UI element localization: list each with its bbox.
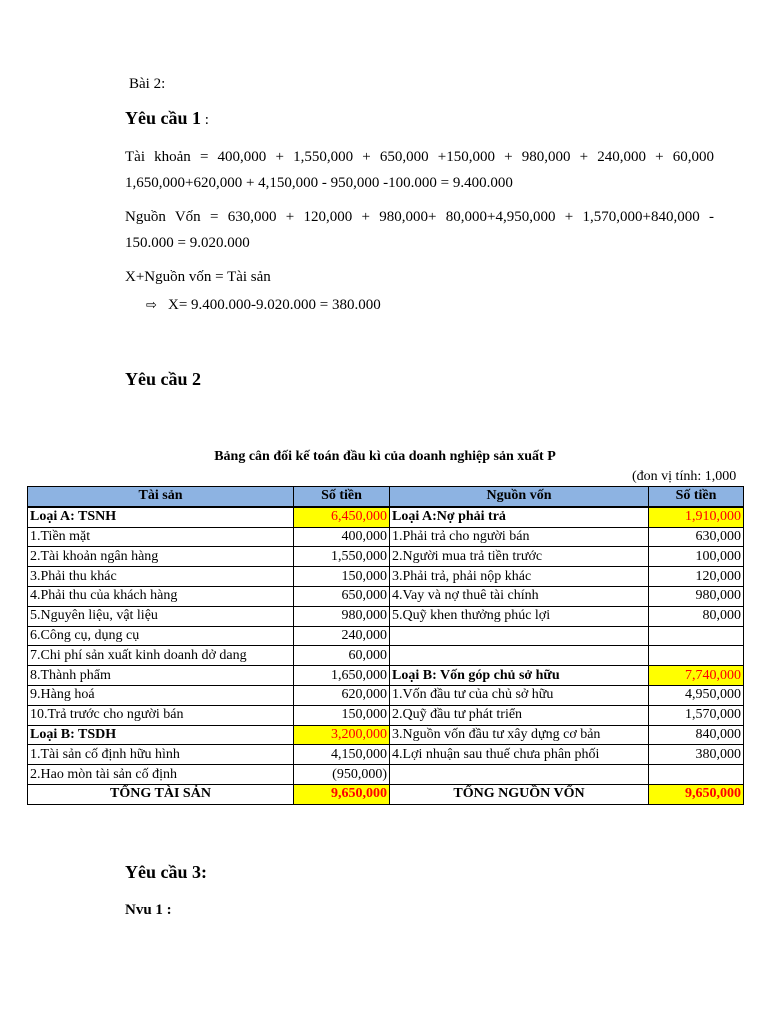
balance-equation: X+Nguồn vốn = Tài sản (125, 269, 271, 285)
header-assets: Tài sản (28, 487, 294, 507)
capital-item: 2.Quỹ đầu tư phát triển (390, 705, 649, 725)
table-row (28, 547, 744, 567)
capital-amount: 1,570,000 (649, 705, 744, 725)
transaction-1-label: Nvu 1 : (125, 902, 172, 918)
table-row (28, 705, 744, 725)
asset-amount: 1,550,000 (294, 547, 390, 567)
capital-amount: 120,000 (649, 567, 744, 587)
capital-amount: 980,000 (649, 586, 744, 606)
table-row (28, 626, 744, 646)
asset-item: 3.Phải thu khác (28, 567, 294, 587)
capital-amount: 80,000 (649, 606, 744, 626)
capital-item: Loại A:Nợ phải trả (390, 507, 649, 527)
asset-amount: 400,000 (294, 527, 390, 547)
asset-item: 10.Trả trước cho người bán (28, 705, 294, 725)
capital-amount: 4,950,000 (649, 685, 744, 705)
capital-item (390, 765, 649, 785)
asset-amount: 980,000 (294, 606, 390, 626)
asset-amount: 9,650,000 (294, 784, 390, 804)
capital-item: 3.Nguồn vốn đầu tư xây dựng cơ bản (390, 725, 649, 745)
capital-amount: 380,000 (649, 745, 744, 765)
table-row (28, 725, 744, 745)
header-amount-assets: Số tiền (294, 487, 390, 507)
asset-item: 6.Công cụ, dụng cụ (28, 626, 294, 646)
capital-item: 1.Vốn đầu tư của chủ sở hữu (390, 685, 649, 705)
table-row (28, 586, 744, 606)
asset-item: 5.Nguyên liệu, vật liệu (28, 606, 294, 626)
asset-amount: 150,000 (294, 567, 390, 587)
asset-item: 1.Tài sản cố định hữu hình (28, 745, 294, 765)
capital-amount (649, 765, 744, 785)
capital-amount: 7,740,000 (649, 666, 744, 686)
asset-amount: 620,000 (294, 685, 390, 705)
asset-item: 2.Tài khoản ngân hàng (28, 547, 294, 567)
asset-amount: 4,150,000 (294, 745, 390, 765)
asset-item: 9.Hàng hoá (28, 685, 294, 705)
requirement-1-heading: Yêu cầu 1 : (125, 108, 209, 128)
header-capital: Nguồn vốn (390, 487, 649, 507)
asset-amount: 60,000 (294, 646, 390, 666)
asset-item: 7.Chi phí sản xuất kinh doanh dở dang (28, 646, 294, 666)
header-amount-capital: Số tiền (649, 487, 744, 507)
table-row (28, 765, 744, 785)
unit-note: (đon vị tính: 1,000 (632, 469, 737, 484)
table-row (28, 646, 744, 666)
table-row (28, 567, 744, 587)
result-line (146, 297, 381, 314)
table-row (28, 527, 744, 547)
balance-sheet-title: Bảng cân đối kế toán đầu kì của doanh nghiệp sản xuất P (214, 449, 556, 464)
asset-amount: 1,650,000 (294, 666, 390, 686)
balance-sheet-table (27, 486, 744, 805)
asset-amount: 3,200,000 (294, 725, 390, 745)
asset-item: TỔNG TÀI SẢN (28, 784, 294, 804)
table-row (28, 507, 744, 527)
table-row (28, 685, 744, 705)
capital-item: 4.Lợi nhuận sau thuế chưa phân phối (390, 745, 649, 765)
capital-item: 5.Quỹ khen thưởng phúc lợi (390, 606, 649, 626)
table-header-row (28, 487, 744, 507)
capital-amount (649, 646, 744, 666)
asset-item: Loại B: TSDH (28, 725, 294, 745)
capital-amount: 840,000 (649, 725, 744, 745)
table-row (28, 745, 744, 765)
capital-formula-line-2: 150.000 = 9.020.000 (125, 235, 250, 251)
requirement-2-heading: Yêu cầu 2 (125, 369, 201, 389)
capital-amount (649, 626, 744, 646)
capital-item (390, 626, 649, 646)
asset-amount: (950,000) (294, 765, 390, 785)
asset-amount: 240,000 (294, 626, 390, 646)
capital-amount: 100,000 (649, 547, 744, 567)
asset-amount: 6,450,000 (294, 507, 390, 527)
capital-item: Loại B: Vốn góp chủ sở hữu (390, 666, 649, 686)
requirement-3-heading: Yêu cầu 3: (125, 862, 207, 882)
asset-item: Loại A: TSNH (28, 507, 294, 527)
asset-item: 1.Tiền mặt (28, 527, 294, 547)
result-text: X= 9.400.000-9.020.000 = 380.000 (168, 297, 381, 313)
capital-item: TỔNG NGUỒN VỐN (390, 784, 649, 804)
asset-item: 8.Thành phẩm (28, 666, 294, 686)
capital-item (390, 646, 649, 666)
capital-item: 1.Phải trả cho người bán (390, 527, 649, 547)
table-row (28, 666, 744, 686)
total-row (28, 784, 744, 804)
capital-amount: 9,650,000 (649, 784, 744, 804)
exercise-title: Bài 2: (129, 76, 166, 92)
assets-formula-line-2: 1,650,000+620,000 + 4,150,000 - 950,000 -100.000 = 9.400.000 (125, 175, 513, 191)
asset-item: 4.Phải thu của khách hàng (28, 586, 294, 606)
assets-formula-line-1: Tài khoản = 400,000 + 1,550,000 + 650,000 +150,000 + 980,000 + 240,000 + 60,000 (125, 149, 714, 165)
capital-amount: 1,910,000 (649, 507, 744, 527)
asset-item: 2.Hao mòn tài sản cố định (28, 765, 294, 785)
capital-item: 2.Người mua trả tiền trước (390, 547, 649, 567)
asset-amount: 650,000 (294, 586, 390, 606)
capital-item: 3.Phải trả, phải nộp khác (390, 567, 649, 587)
table-row (28, 606, 744, 626)
asset-amount: 150,000 (294, 705, 390, 725)
arrow-right-icon: ⇨ (146, 298, 157, 313)
capital-item: 4.Vay và nợ thuê tài chính (390, 586, 649, 606)
capital-formula-line-1: Nguồn Vốn = 630,000 + 120,000 + 980,000+ 80,000+4,950,000 + 1,570,000+840,000 - (125, 209, 714, 225)
capital-amount: 630,000 (649, 527, 744, 547)
